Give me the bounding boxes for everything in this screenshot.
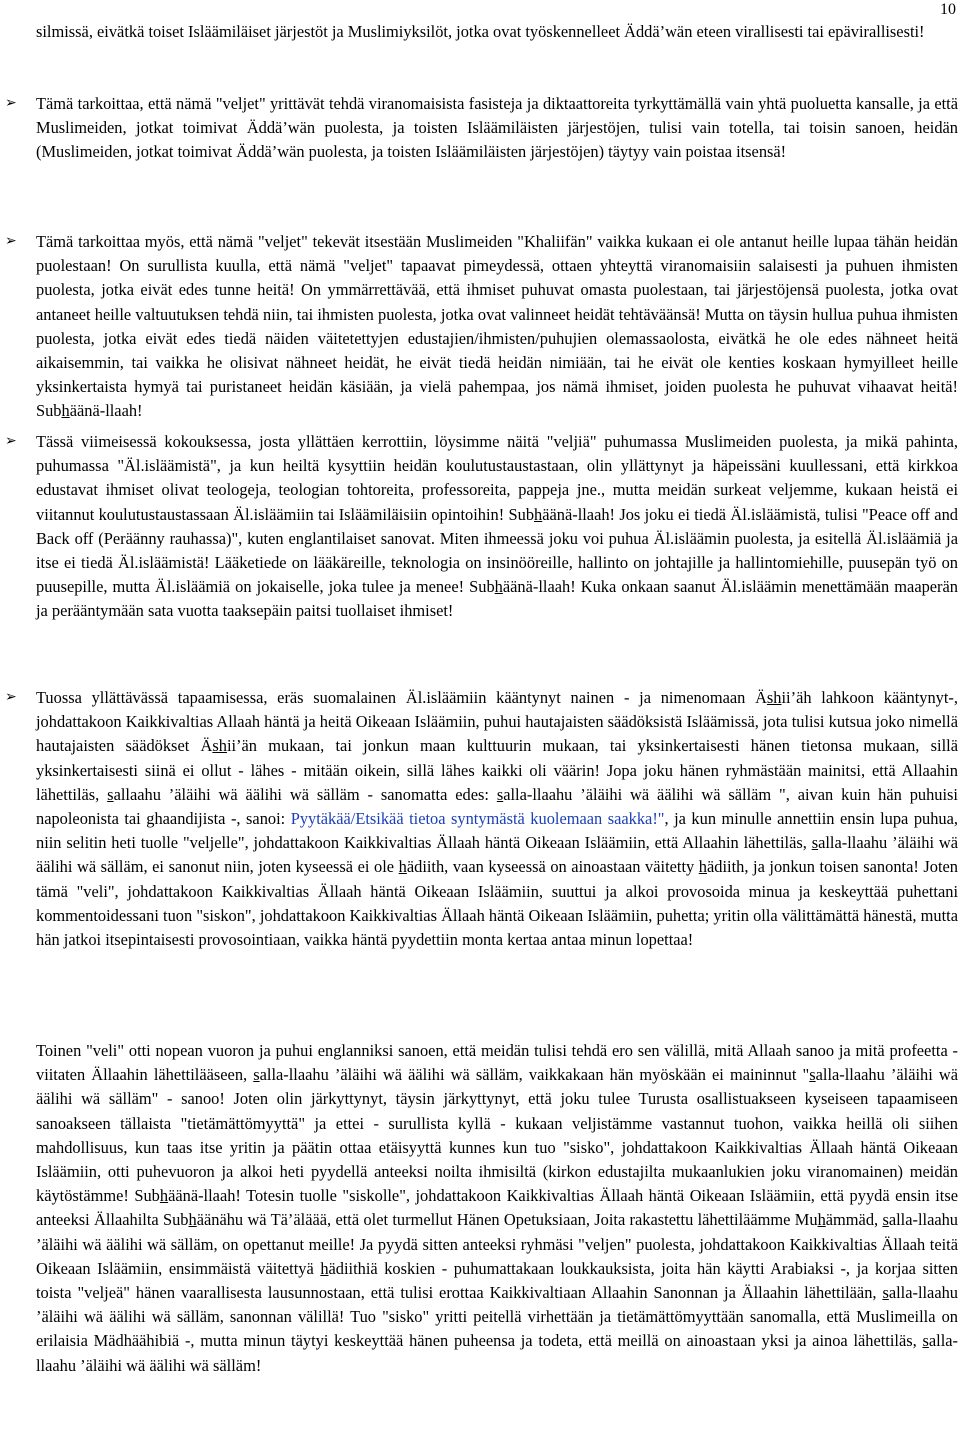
text-run: ädiith, ja jonkun toisen sanonta! Joten tämä "veli", johdattakoon Kaikkivaltias Ällaah häntä Oikeaan Isläämiin, suuttui ja alkoi provosoida minua ja keskeyttää puhettani kommentoidessani tuon "siskon", johdattakoon Kaikkivaltias Ällaah häntä Oikeaan Isläämiin, puhetta; yritin olla välittämättä hänestä, mutta hän jatkoi itsepintaisesti provosointiaan, vaikka häntä pyydettiin monta kertaa antaa minun lopettaa!	[36, 857, 958, 950]
paragraph-4	[36, 430, 958, 624]
transliteration-mark: s	[922, 1331, 929, 1351]
transliteration-mark: sh	[766, 688, 782, 707]
transliteration-mark: s	[107, 784, 114, 804]
transliteration-mark: h	[398, 857, 407, 877]
text-run: Tässä viimeisessä kokouksessa, josta yllättäen kerrottiin, löysimme näitä "veljiä" puhumassa Muslimeiden puolesta, ja mikä pahinta, puhumassa "Äl.isläämistä", ja kun heiltä kysyttiin heidän koulutustaustastaan, olin yllättynyt ja häpeissäni kuullessani, että kirkkoa edustavat ihmiset olivat teologeja, teologian tohtoreita, professoreita, pappeja jne., mutta meidän surkeat veljemme, kukaan heistä ei viitannut koulutustaustassaan Äl.isläämiin tai Isläämiläisiin opintoihin! Sub	[36, 432, 958, 524]
text-run: äänä-llaah! Totesin tuolle "siskolle", johdattakoon Kaikkivaltias Ällaah häntä Oikeaan Isläämiin, että pyydä ensin itse anteeksi Ällaahilta Sub	[36, 1186, 958, 1230]
transliteration-mark: s	[496, 784, 504, 804]
arrow-bullet-icon: ➢	[5, 96, 17, 111]
text-run: allaahu ’äläihi wä äälihi wä sälläm - sanomatta edes:	[113, 784, 497, 804]
paragraph-6	[36, 1039, 958, 1378]
transliteration-mark: s	[811, 833, 819, 853]
text-run: Tämä tarkoittaa, että nämä "veljet" yrittävät tehdä viranomaisista fasisteja ja diktaattoreita tyrkyttämällä vain yhtä puoluetta kansalle, ja että Muslimeiden, jotkat toimivat Äddä’wän puolesta, ja toisten Isläämiläisten järjestöjen, tulisi vain totella, tai toisin sanoen, heidän (Muslimeiden, jotkat toimivat Äddä’wän puolesta, ja toisten Isläämiläisten järjestöjen) täytyy vain poistaa itsensä!	[36, 94, 958, 162]
transliteration-mark: h	[534, 504, 543, 524]
arrow-bullet-icon: ➢	[5, 434, 17, 449]
transliteration-mark: s	[253, 1065, 260, 1085]
text-run: ii’än mukaan, tai jonkun maan kulttuurin mukaan, tai yksinkertaisesti hänen tietonsa mukaan, sillä yksinkertaisesti siinä ei ollut - lähes - mitään oikein, sillä lähes kaikki oli väärin! Jopa joku hänen ryhmästään mainitsi, että Allaahin lähettiläs,	[36, 736, 958, 804]
text-run: Tämä tarkoittaa myös, että nämä "veljet" tekevät itsestään Muslimeiden "Khaliifän" vaikka kukaan ei ole antanut heille lupaa tähän heidän puolestaan! On surullista kuulla, että nämä "veljet" tapaavat pimeydessä, ottaen yhteyttä viranomaisiin salaisesti ja puhuen ihmisten puolesta, jotka eivät edes tunne heitä! On ymmärrettävää, että ihmiset puhuvat omasta puolestaan, tai järjestöjensä puolesta, jotka ovat antaneet heille valtuutuksen tehdä niin, tai ihmisten puolesta, jotka ovat valinneet heidät tehtäväänsä! Mutta on täysin hullua puhua ihmisten puolesta, jotka eivät edes tiedä näiden väitetettyjen edustajien/ihmisten/puhujien olemassaolosta, eivätkä he ole edes nähneet heitä aikaisemmin, tai vaikka he olisivat nähneet heidät, he eivät tiedä heidän nimiään, tai he eivät ole kenties koskaan hymyilleet heille yksinkertaista hymyä tai puristaneet heidän käsiään, ja vielä pahempaa, jos nämä ihmiset, joiden puolesta he puhuvat vihaavat heitä! Sub	[36, 232, 958, 421]
text-run: alla-llaahu ’äläihi wä äälihi wä sälläm, sanonnan välillä! Tuo "sisko" yritti peitellä virhettään ja tietämättömyyttään sanomalla, että Muslimeilla on erilaisia Mädhäähibiä -, mutta minun täytyi keskeyttää hänen puheensa ja todeta, että meillä on ainoastaan yksi ja ainoa lähettiläs,	[36, 1283, 958, 1351]
highlighted-quote: Pyytäkää/Etsikää tietoa syntymästä kuolemaan saakka!"	[290, 809, 665, 829]
transliteration-mark: h	[61, 401, 70, 421]
arrow-bullet-icon: ➢	[5, 690, 17, 705]
text-run: , ja kun minulle annettiin ensin lupa puhua, niin selitin heti tuolle "veljelle", johdattakoon Kaikkivaltias Ällaah häntä Oikeaan Isläämiin, että Allaahin lähettiläs,	[36, 809, 958, 853]
transliteration-mark: h	[698, 857, 707, 877]
text-run: Toinen "veli" otti nopean vuoron ja puhui englanniksi sanoen, että meidän tulisi tehdä ero sen välillä, mitä Allaah sanoo ja mitä profeetta - viitaten Ällaahin lähettilääseen,	[36, 1041, 958, 1085]
text-run: alla-llaahu ’äläihi wä äälihi wä sälläm, ei sanonut niin, joten kyseessä ei ole	[36, 833, 958, 877]
text-run: äänä-llaah! Kuka onkaan saanut Äl.isläämin menettämään maaperän ja perääntymään sata vuotta taaksepäin paitsi tuollaiset ihmiset!	[36, 577, 958, 621]
transliteration-mark: h	[320, 1258, 329, 1278]
transliteration-mark: s	[882, 1283, 889, 1303]
text-run: alla-llaahu ’äläihi wä äälihi wä sälläm, on opettanut meille! Ja pyydä sitten anteeksi ryhmäsi "veljen" puolesta, johdattakoon Kaikkivaltias Ällaah teitä Oikeaan Isläämiin, ensimmäistä väitettyä	[36, 1210, 959, 1278]
text-run: ämmäd,	[825, 1210, 883, 1230]
text-run: ädiith, vaan kyseessä on ainoastaan väitetty	[406, 857, 699, 877]
transliteration-mark: s	[809, 1065, 816, 1085]
text-run: äänä-llaah!	[69, 401, 143, 421]
text-run: ädiithiä koskien - puhumattakaan loukkauksista, joita hän käytti Arabiaksi -, ja korjaa sitten toista "veljeä" hänen vaarallisesta lausunnostaan, että tulisi erottaa Kaikkivaltiaan Allaahin Sanonnan ja Ällaahin lähettilään,	[36, 1258, 958, 1303]
paragraph-2	[36, 92, 958, 165]
text-run: äänähu wä Tä’äläää, että olet turmellut Hänen Opetuksiaan, Joita rakastettu lähettiläämme Mu	[196, 1210, 818, 1230]
transliteration-mark: h	[159, 1186, 169, 1206]
paragraph-5	[36, 686, 958, 952]
text-run: alla-llaahu ’äläihi wä äälihi wä sälläm ", aivan kuin hän puhuisi napoleonista tai ghaandijista -, sanoi:	[36, 784, 958, 829]
text-run: äänä-llaah! Jos joku ei tiedä Äl.isläämistä, tulisi "Peace off and Back off (Peräänny rauhassa)", kuten englantilaiset sanovat. Miten ihmeessä joku voi puhua Äl.isläämin puolesta, ja esitellä Äl.isläämiä ja itse ei tiedä Äl.isläämistä! Lääketiede on lääkäreille, teknologia on insinööreille, hallinto on johtajille ja hallintomiehille, puusepän työ on puusepille, mutta Äl.isläämiä on jokaiselle, joka tulee ja menee! Sub	[36, 504, 958, 597]
transliteration-mark: sh	[212, 736, 227, 756]
text-run: silmissä, eivätkä toiset Isläämiläiset järjestöt ja Muslimiyksilöt, jotka ovat työskennelleet Äddä’wän eteen virallisesti tai epävirallisesti!	[36, 22, 925, 41]
text-run: alla-llaahu ’äläihi wä äälihi wä sälläm, vaikkakaan hän myöskään ei maininnut "	[259, 1065, 810, 1085]
transliteration-mark: h	[817, 1210, 826, 1230]
transliteration-mark: s	[882, 1210, 889, 1230]
text-run: alla-llaahu ’äläihi wä äälihi wä sälläm" - sanoo! Joten olin järkyttynyt, täysin järkyttynyt, että joku tulee Turusta osallistuakseen kyseiseen tapaamiseen sanoakseen tällaista "tietämättömyyttä" ja ettei - surullista kyllä - kukaan veljistämme vastannut tuohon, vaikka heillä oli siihen mahdollisuus, kun taas itse yritin ja päätin ottaa etäisyyttä kunnes kun tuo "sisko", johdattakoon Kaikkivaltias Ällaah häntä Oikeaan Isläämiin, otti puhevuoron ja alkoi heti pyydellä anteeksi noilta ihmisiltä (kirkon edustajilta mukaanlukien joku viranomainen) meidän käytöstämme! Sub	[36, 1065, 959, 1206]
text-run: alla-llaahu ’äläihi wä äälihi wä sälläm!	[36, 1331, 958, 1375]
transliteration-mark: h	[494, 577, 503, 597]
paragraph-1	[36, 20, 958, 44]
text-run: Tuossa yllättävässä tapaamisessa, eräs suomalainen Äl.isläämiin kääntynyt nainen - ja nimenomaan Ä	[36, 688, 767, 707]
paragraph-3	[36, 230, 958, 424]
page-number: 10	[940, 1, 956, 18]
arrow-bullet-icon: ➢	[5, 234, 17, 249]
transliteration-mark: h	[188, 1210, 197, 1230]
text-run: ii’äh lahkoon kääntynyt-, johdattakoon Kaikkivaltias Allaah häntä ja heitä Oikeaan Isläämiin, puhui hautajaisten säädöksistä Isläämissä, jota tulisi kutsua joko nimellä hautajaisten säädökset Ä	[36, 688, 958, 756]
